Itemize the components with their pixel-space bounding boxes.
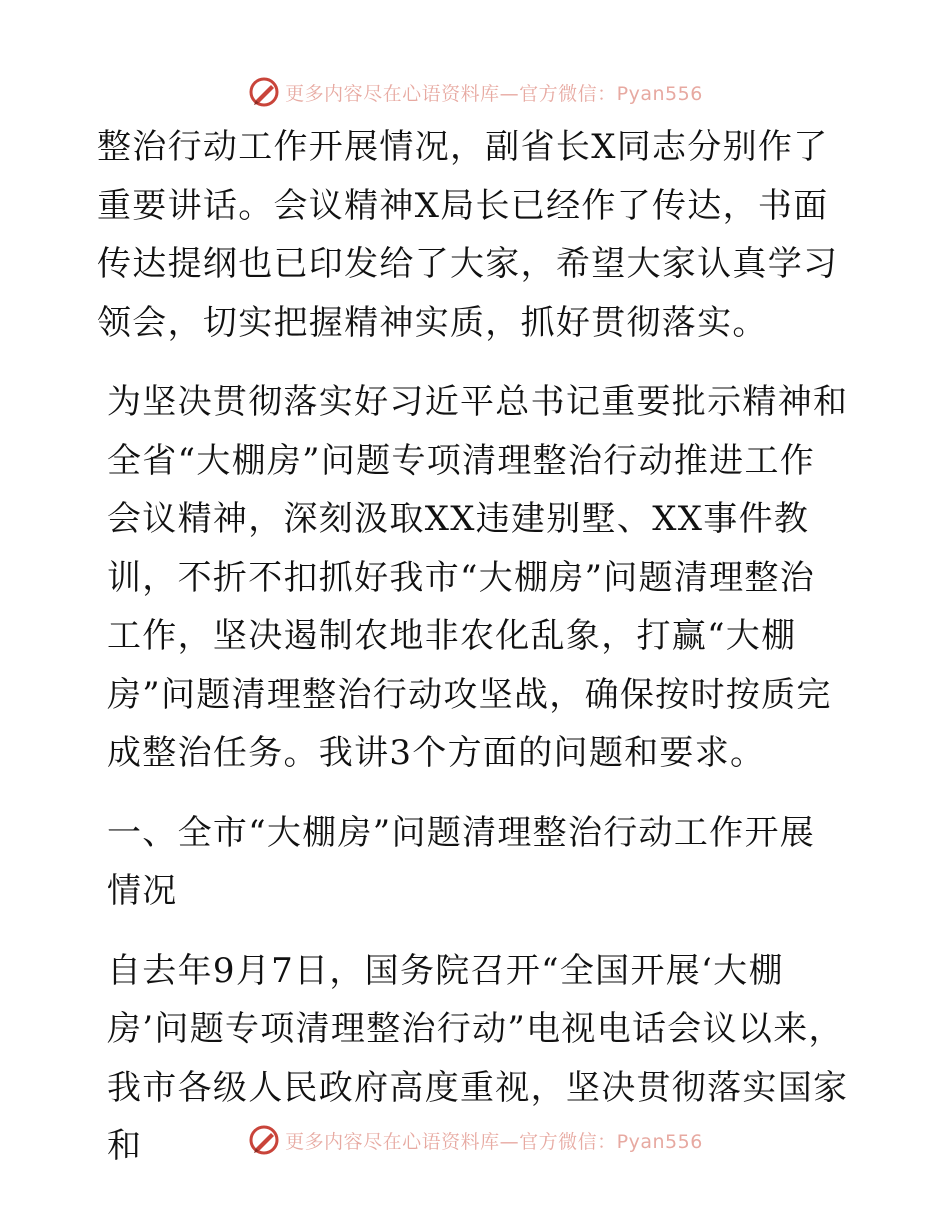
header-watermark xyxy=(0,72,950,112)
paragraph-1: 整治行动工作开展情况，副省长X同志分别作了重要讲话。会议精神X局长已经作了传达，书面传达提纲也已印发给了大家，希望大家认真学习领会，切实把握精神实质，抓好贯彻落实。 xyxy=(97,127,839,343)
paragraph-3: 自去年9月7日，国务院召开“全国开展‘大棚房’问题专项清理整治行动”电视电话会议以来，我市各级人民政府高度重视，坚决贯彻落实国家和 xyxy=(107,950,849,1166)
paragraph-2: 为坚决贯彻落实好习近平总书记重要批示精神和全省“大棚房”问题专项清理整治行动推进工作会议精神，深刻汲取XX违建别墅、XX事件教训，不折不扣抓好我市“大棚房”问题清理整治工作，坚决遏制农地非农化乱象，打赢“大棚房”问题清理整治行动攻坚战，确保按时按质完成整治任务。我讲3个方面的问题和要求。 xyxy=(107,382,849,773)
watermark-text: 更多内容尽在心语资料库—官方微信：Pyan556 xyxy=(285,1130,703,1153)
footer-watermark xyxy=(0,1120,950,1160)
pen-logo-icon xyxy=(247,75,281,109)
pen-logo-icon xyxy=(247,1123,281,1157)
watermark-text: 更多内容尽在心语资料库—官方微信：Pyan556 xyxy=(285,82,703,105)
document-body xyxy=(97,118,849,1176)
section-heading-1: 一、全市“大棚房”问题清理整治行动工作开展情况 xyxy=(107,812,816,911)
